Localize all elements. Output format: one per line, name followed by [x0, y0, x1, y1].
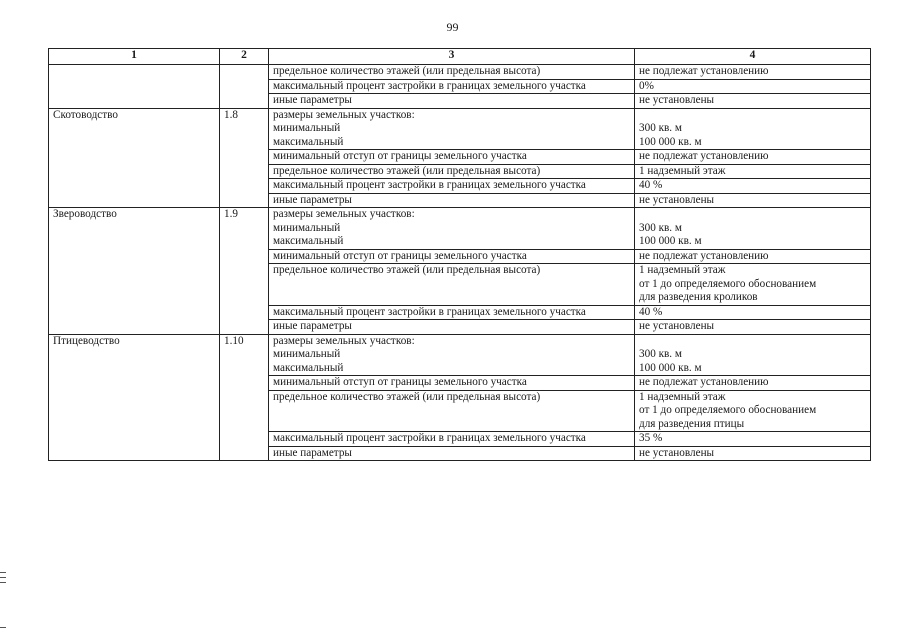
cell-line: минимальный: [273, 122, 341, 134]
cell-line: 300 кв. м: [639, 221, 682, 234]
value-cell: 35 %: [635, 432, 871, 447]
value-cell: [635, 334, 871, 376]
cell-line: размеры земельных участков:: [273, 334, 415, 347]
value-cell: не подлежат установлению: [635, 65, 871, 80]
page-number: 99: [446, 20, 459, 34]
table-row: [49, 208, 871, 250]
parameter-cell: максимальный процент застройки в границах земельного участка: [269, 179, 635, 194]
value-cell: 0%: [635, 79, 871, 94]
parameter-cell: иные параметры: [269, 446, 635, 461]
cell-line: минимальный: [273, 221, 341, 234]
parameter-cell: максимальный процент застройки в границах земельного участка: [269, 432, 635, 447]
parameter-cell: иные параметры: [269, 320, 635, 335]
cell-line: 100 000 кв. м: [639, 235, 702, 247]
value-cell: не установлены: [635, 446, 871, 461]
parameter-cell: предельное количество этажей (или предельная высота): [269, 390, 635, 432]
parameter-cell: предельное количество этажей (или предельная высота): [269, 65, 635, 80]
value-cell: 40 %: [635, 305, 871, 320]
parameter-cell: максимальный процент застройки в границах земельного участка: [269, 79, 635, 94]
parameter-cell: минимальный отступ от границы земельного участка: [269, 150, 635, 165]
value-cell: не подлежат установлению: [635, 376, 871, 391]
zoning-parameters-table: [48, 48, 871, 461]
value-cell: не установлены: [635, 193, 871, 208]
header-col-3: 3: [269, 49, 635, 65]
cell-line: 100 000 кв. м: [639, 135, 702, 148]
margin-mark: [0, 627, 6, 628]
value-cell: [635, 390, 871, 432]
header-col-2: 2: [220, 49, 269, 65]
value-cell: [635, 108, 871, 150]
cell-line: максимальный: [273, 361, 344, 374]
use-code-cell: [220, 65, 269, 109]
use-name-cell: Звероводство: [49, 208, 220, 335]
table-body: [49, 65, 871, 461]
margin-mark: [0, 577, 6, 578]
cell-line: размеры земельных участков:: [273, 208, 415, 220]
cell-line: 1 надземный этаж: [639, 390, 726, 403]
cell-line: [639, 109, 866, 123]
use-name-cell: Скотоводство: [49, 108, 220, 208]
table-row: [49, 65, 871, 80]
cell-line: максимальный: [273, 135, 344, 148]
value-cell: 1 надземный этаж: [635, 164, 871, 179]
table-header-row: [49, 49, 871, 65]
use-code-cell: 1.9: [220, 208, 269, 335]
parameter-cell: предельное количество этажей (или предельная высота): [269, 164, 635, 179]
table-row: [49, 334, 871, 376]
header-col-4: 4: [635, 49, 871, 65]
use-name-cell: [49, 65, 220, 109]
parameter-cell: [269, 334, 635, 376]
cell-line: 100 000 кв. м: [639, 361, 702, 374]
margin-mark: [0, 582, 6, 583]
header-col-1: 1: [49, 49, 220, 65]
cell-line: 1 надземный этаж: [639, 264, 726, 276]
parameter-cell: иные параметры: [269, 94, 635, 109]
use-code-cell: 1.10: [220, 334, 269, 461]
parameter-cell: предельное количество этажей (или предельная высота): [269, 264, 635, 306]
parameter-cell: минимальный отступ от границы земельного участка: [269, 376, 635, 391]
parameter-cell: максимальный процент застройки в границах земельного участка: [269, 305, 635, 320]
value-cell: [635, 264, 871, 306]
parameter-cell: минимальный отступ от границы земельного участка: [269, 249, 635, 264]
cell-line: минимальный: [273, 348, 341, 360]
value-cell: не установлены: [635, 320, 871, 335]
parameter-cell: [269, 108, 635, 150]
use-code-cell: 1.8: [220, 108, 269, 208]
value-cell: [635, 208, 871, 250]
margin-mark: [0, 572, 6, 573]
cell-line: для разведения кроликов: [639, 291, 758, 303]
value-cell: 40 %: [635, 179, 871, 194]
cell-line: [639, 208, 866, 222]
value-cell: не подлежат установлению: [635, 249, 871, 264]
cell-line: от 1 до определяемого обоснованием: [639, 404, 817, 416]
table-row: [49, 108, 871, 150]
cell-line: максимальный: [273, 235, 344, 247]
use-name-cell: Птицеводство: [49, 334, 220, 461]
parameter-cell: иные параметры: [269, 193, 635, 208]
cell-line: от 1 до определяемого обоснованием: [639, 277, 817, 290]
cell-line: для разведения птицы: [639, 417, 745, 430]
cell-line: 300 кв. м: [639, 348, 682, 360]
parameter-cell: [269, 208, 635, 250]
value-cell: не подлежат установлению: [635, 150, 871, 165]
value-cell: не установлены: [635, 94, 871, 109]
cell-line: [639, 335, 866, 349]
cell-line: 300 кв. м: [639, 122, 682, 134]
cell-line: размеры земельных участков:: [273, 108, 415, 121]
